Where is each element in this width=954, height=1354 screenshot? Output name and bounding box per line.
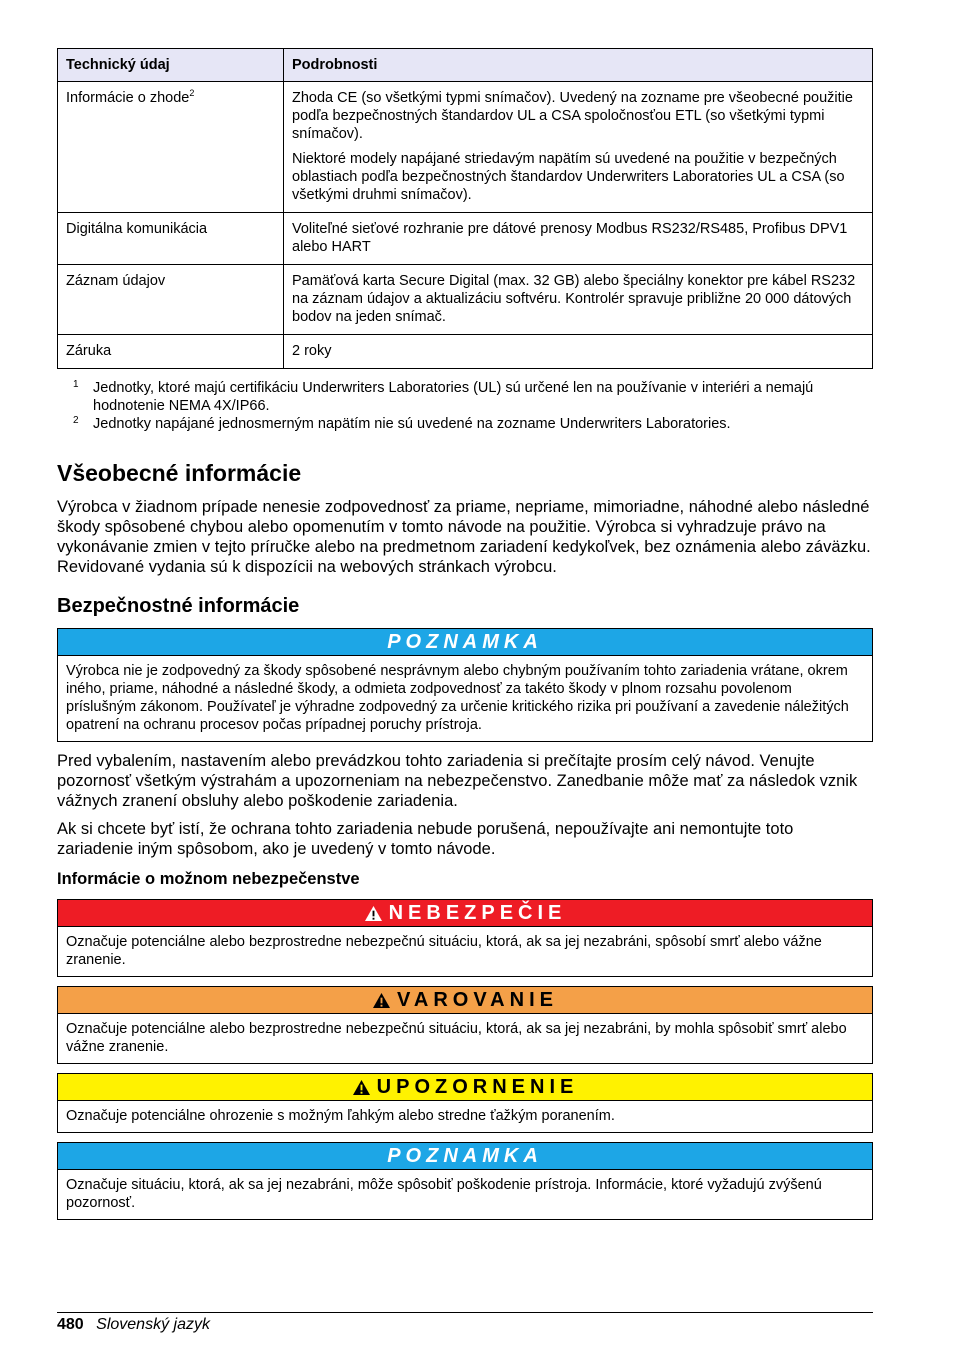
row-label-text: Informácie o zhode xyxy=(66,90,190,106)
specifications-table xyxy=(57,48,873,369)
footnote-text: Jednotky napájané jednosmerným napätím nie sú uvedené na zozname Underwriters Laboratories. xyxy=(93,416,731,432)
page-footer xyxy=(57,1312,873,1334)
column-header: Technický údaj xyxy=(58,49,284,82)
danger-box xyxy=(57,899,873,977)
table-row xyxy=(58,265,873,335)
caution-text: Označuje potenciálne ohrozenie s možným ľahkým alebo stredne ťažkým poranením. xyxy=(66,1108,615,1124)
caution-box xyxy=(57,1073,873,1133)
danger-text: Označuje potenciálne alebo bezprostredne nebezpečnú situáciu, ktorá, ak sa jej nezabráni, spôsobí smrť alebo vážne zranenie. xyxy=(66,934,822,968)
safety-paragraph: Ak si chcete byť istí, že ochrana tohto zariadenia nebude porušená, nepoužívajte ani nemontujte toto zariadenie iným spôsobom, ako je uvedený v tomto návode. xyxy=(57,820,794,858)
footnote xyxy=(57,415,873,433)
page-content xyxy=(57,48,873,1229)
detail-text: Niektoré modely napájané striedavým napätím sú uvedené na použitie v bezpečných oblastiach podľa bezpečnostných štandardov Underwriters Laboratories UL a CSA (so všetkými druhmi snímačov). xyxy=(292,151,845,203)
table-row xyxy=(58,82,873,213)
page-number: 480 xyxy=(57,1316,84,1333)
row-label: Záruka xyxy=(58,335,284,369)
detail-text: 2 roky xyxy=(292,343,332,359)
detail-text: Voliteľné sieťové rozhranie pre dátové prenosy Modbus RS232/RS485, Profibus DPV1 alebo HART xyxy=(292,221,848,255)
table-row xyxy=(58,335,873,369)
warning-triangle-icon xyxy=(364,905,383,922)
danger-title: NEBEZPEČIE xyxy=(388,901,567,924)
safety-info-heading: Bezpečnostné informácie xyxy=(57,595,300,617)
general-info-text: Výrobca v žiadnom prípade nenesie zodpovednosť za priame, nepriame, mimoriadne, náhodné alebo následné škody spôsobené chybou alebo opomenutím v tomto návode na použitie. Výrobca si vyhradzuje právo na vykonávanie zmien v tejto príručke alebo na predmetnom zariadení kedykoľvek, bez oznámenia alebo záväzku. Revidované vydania sú k dispozícii na webových stránkach výrobcu. xyxy=(57,498,871,576)
footnotes xyxy=(57,379,873,433)
notice-box xyxy=(57,628,873,742)
warning-triangle-icon xyxy=(372,992,391,1009)
detail-text: Zhoda CE (so všetkými typmi snímačov). Uvedený na zozname pre všeobecné použitie podľa bezpečnostných štandardov UL a CSA spoločnosťou ETL (so všetkými typmi snímačov). xyxy=(292,90,853,142)
caution-header xyxy=(58,1074,872,1101)
footnote-number: 2 xyxy=(73,415,79,426)
safety-paragraph: Pred vybalením, nastavením alebo prevádzkou tohto zariadenia si prečítajte prosím celý návod. Venujte pozornosť všetkým výstrahám a upozorneniam na nebezpečenstvo. Zanedbanie môže mať za následok vznik vážnych zranení obsluhy alebo poškodenie zariadenia. xyxy=(57,752,858,810)
notice-box xyxy=(57,1142,873,1220)
notice-header: POZNAMKA xyxy=(58,629,872,656)
column-header: Podrobnosti xyxy=(284,49,873,82)
caution-title: UPOZORNENIE xyxy=(376,1075,579,1098)
warning-triangle-icon xyxy=(352,1079,371,1096)
hazard-info-heading: Informácie o možnom nebezpečenstve xyxy=(57,870,360,888)
notice-text: Označuje situáciu, ktorá, ak sa jej nezabráni, môže spôsobiť poškodenie prístroja. Informácie, ktoré vyžadujú zvýšenú pozornosť. xyxy=(66,1177,822,1211)
table-header-row xyxy=(58,49,873,82)
warning-box xyxy=(57,986,873,1064)
danger-header xyxy=(58,900,872,927)
table-row xyxy=(58,213,873,265)
notice-text: Výrobca nie je zodpovedný za škody spôsobené nesprávnym alebo chybným používaním tohto zariadenia vrátane, okrem iného, priame, náhodné a následné škody, a odmieta zodpovednosť za takéto škody v plnom rozsahu povolenom príslušným zákonom. Používateľ je výhradne zodpovedný za určenie kritického rizika pri používaní a zavedenie náležitých opatrení na ochranu procesov počas prípadnej poruchy prístroja. xyxy=(66,663,849,733)
footnote-text: Jednotky, ktoré majú certifikáciu Underwriters Laboratories (UL) sú určené len na používanie v interiéri a nemajú hodnotenie NEMA 4X/IP66. xyxy=(93,380,814,414)
notice-header: POZNAMKA xyxy=(58,1143,872,1170)
row-label: Záznam údajov xyxy=(58,265,284,335)
footnote xyxy=(57,379,873,415)
footnote-ref: 2 xyxy=(189,88,195,98)
warning-title: VAROVANIE xyxy=(397,988,558,1011)
detail-text: Pamäťová karta Secure Digital (max. 32 GB) alebo špeciálny konektor pre kábel RS232 na záznam údajov a aktualizáciu softvéru. Kontrolér spravuje približne 20 000 dátových bodov na jeden snímač. xyxy=(292,273,856,325)
row-label xyxy=(58,82,284,213)
row-details xyxy=(284,82,873,213)
row-details xyxy=(284,213,873,265)
row-label: Digitálna komunikácia xyxy=(58,213,284,265)
general-info-heading: Všeobecné informácie xyxy=(57,460,302,486)
footnote-number: 1 xyxy=(73,379,79,390)
warning-header xyxy=(58,987,872,1014)
warning-text: Označuje potenciálne alebo bezprostredne nebezpečnú situáciu, ktorá, ak sa jej nezabráni, by mohla spôsobiť smrť alebo vážne zranenie. xyxy=(66,1021,847,1055)
footer-language: Slovenský jazyk xyxy=(96,1316,210,1333)
row-details xyxy=(284,335,873,369)
row-details xyxy=(284,265,873,335)
